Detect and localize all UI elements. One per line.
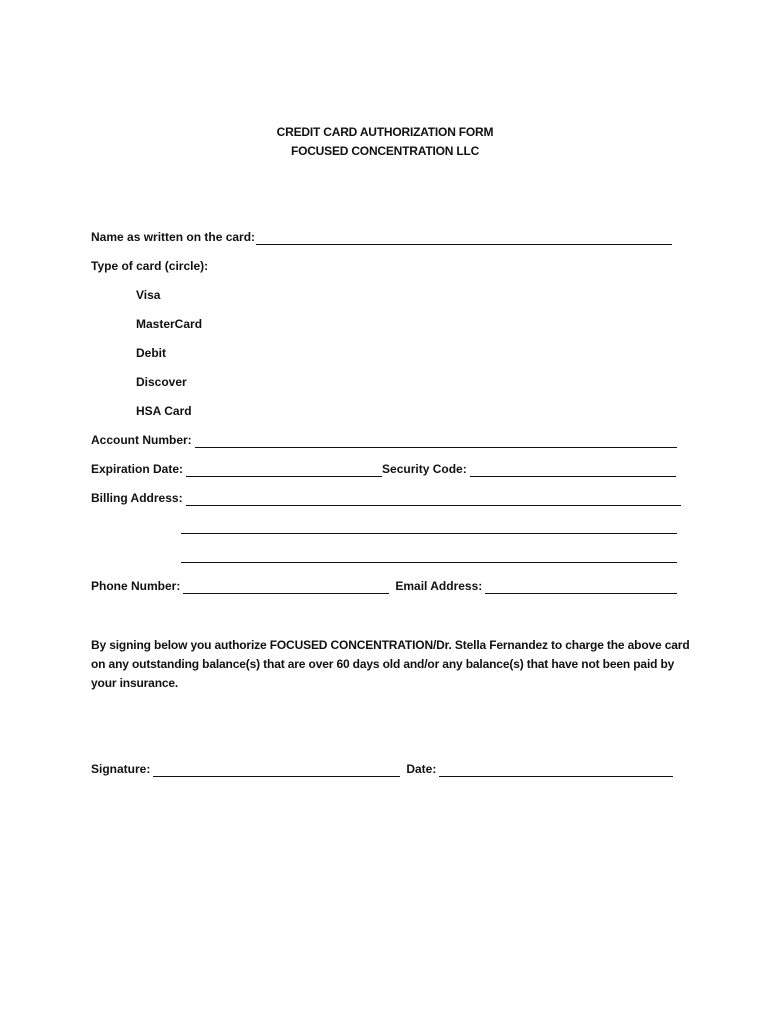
account-number-label: Account Number:	[91, 433, 192, 447]
date-label: Date:	[406, 762, 437, 776]
expiration-security-row	[91, 461, 676, 477]
card-type-option-debit[interactable]	[136, 345, 166, 361]
company-name: FOCUSED CONCENTRATION LLC	[290, 144, 480, 158]
billing-address-row	[91, 490, 681, 506]
billing-address-field-line-3[interactable]	[181, 562, 677, 563]
billing-address-field-line-1[interactable]	[186, 494, 681, 506]
email-address-field[interactable]	[485, 582, 677, 594]
security-code-label: Security Code:	[382, 462, 467, 476]
phone-number-field[interactable]	[183, 582, 389, 594]
phone-email-row	[91, 578, 677, 594]
email-address-label: Email Address:	[395, 579, 483, 593]
phone-number-label: Phone Number:	[91, 579, 181, 593]
security-code-field[interactable]	[470, 465, 676, 477]
card-type-option-label: HSA Card	[136, 404, 192, 418]
signature-field[interactable]	[153, 765, 400, 777]
signature-label: Signature:	[91, 762, 151, 776]
account-number-field[interactable]	[195, 436, 677, 448]
name-on-card-field[interactable]	[256, 233, 672, 245]
card-type-option-label: MasterCard	[136, 317, 203, 331]
signature-date-row	[91, 761, 673, 777]
name-on-card-label: Name as written on the card:	[91, 230, 256, 244]
card-type-row	[91, 258, 208, 274]
card-type-option-discover[interactable]	[136, 374, 187, 390]
form-header	[0, 123, 770, 161]
form-title: CREDIT CARD AUTHORIZATION FORM	[276, 125, 494, 139]
card-type-option-label: Debit	[136, 346, 166, 360]
card-type-option-mastercard[interactable]	[136, 316, 202, 332]
account-number-row	[91, 432, 677, 448]
billing-address-label: Billing Address:	[91, 491, 183, 505]
expiration-date-label: Expiration Date:	[91, 462, 184, 476]
expiration-date-field[interactable]	[186, 465, 382, 477]
card-type-option-visa[interactable]	[136, 287, 160, 303]
card-type-label: Type of card (circle):	[91, 259, 209, 273]
authorization-text: By signing below you authorize FOCUSED CONCENTRATION/Dr. Stella Fernandez to charge the above card on any outstanding balance(s) that are over 60 days old and/or any balance(s) that have not been paid by your insurance.	[91, 638, 690, 690]
billing-address-field-line-2[interactable]	[181, 533, 677, 534]
card-type-option-label: Discover	[136, 375, 187, 389]
card-type-option-label: Visa	[136, 288, 161, 302]
card-type-option-hsa[interactable]	[136, 403, 192, 419]
date-field[interactable]	[439, 765, 673, 777]
name-on-card-row	[91, 229, 672, 245]
